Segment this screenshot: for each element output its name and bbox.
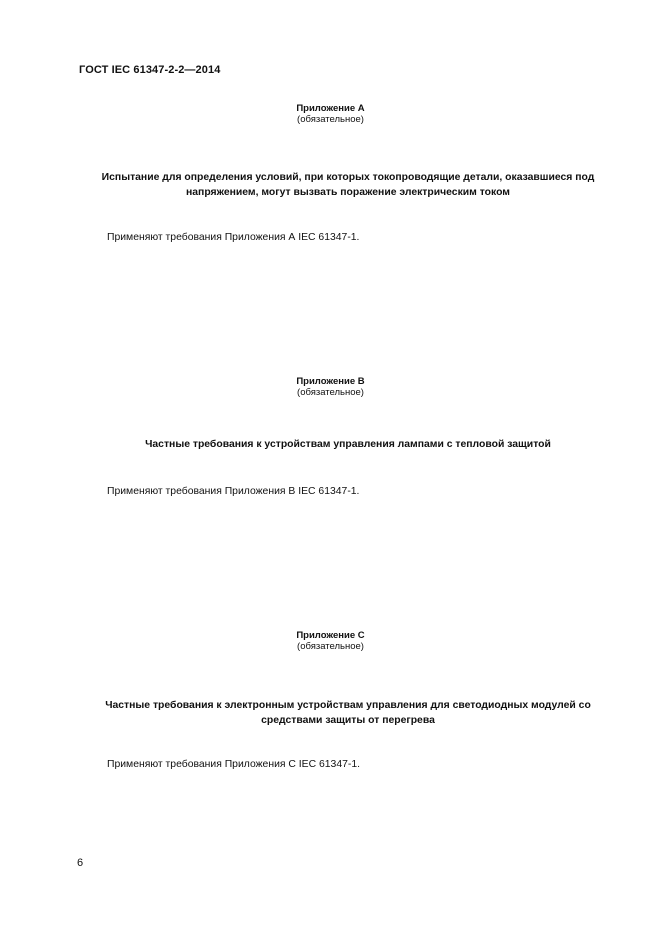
standard-code-header: ГОСТ IEC 61347-2-2—2014	[79, 64, 221, 76]
annex-b-status: (обязательное)	[297, 387, 364, 398]
annex-a-status: (обязательное)	[297, 114, 364, 125]
annex-c-label	[0, 630, 661, 652]
annex-b-body: Применяют требования Приложения В IEC 61347-1.	[107, 486, 360, 497]
page-number: 6	[77, 857, 84, 869]
annex-b-name: Приложение В	[296, 376, 365, 387]
annex-c-body: Применяют требования Приложения С IEC 61347-1.	[107, 759, 361, 770]
annex-c-status: (обязательное)	[297, 641, 364, 652]
annex-a-label	[0, 103, 661, 125]
annex-b-label	[0, 376, 661, 398]
annex-c-title: Частные требования к электронным устройствам управления для светодиодных модулей со средствами защиты от перегрева	[105, 700, 591, 726]
annex-a-name: Приложение А	[296, 103, 365, 114]
annex-a-title: Испытание для определения условий, при которых токопроводящие детали, оказавшиеся под напряжением, могут вызвать поражение электрическим током	[101, 172, 595, 198]
annex-a-body: Применяют требования Приложения А IEC 61347-1.	[107, 232, 360, 243]
annex-c-name: Приложение С	[296, 630, 365, 641]
annex-b-title: Частные требования к устройствам управления лампами с тепловой защитой	[145, 439, 551, 450]
